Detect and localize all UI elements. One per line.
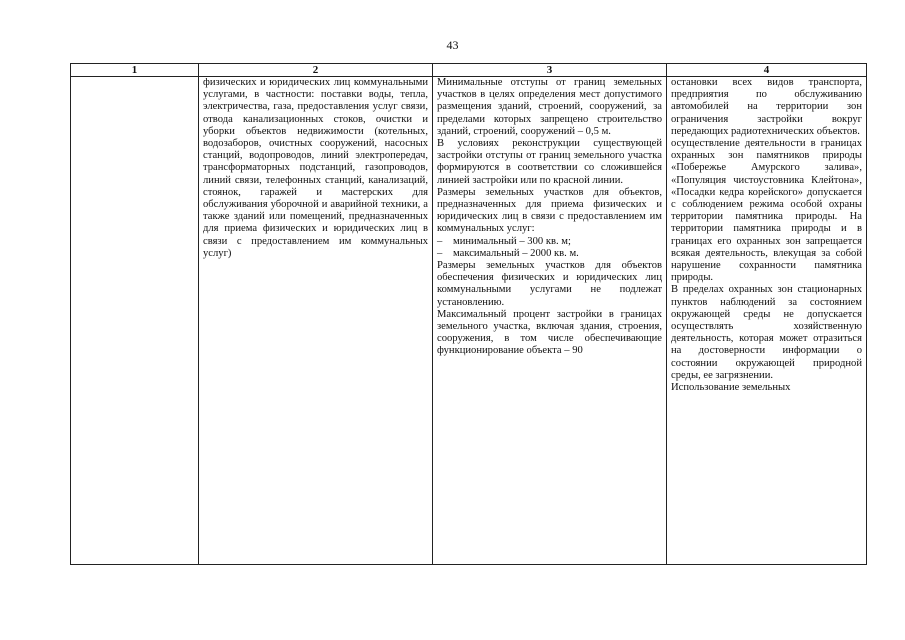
header-row <box>71 64 867 77</box>
list-item-text: максимальный – 2000 кв. м. <box>453 247 579 259</box>
header-col-1: 1 <box>71 64 199 77</box>
plot-size-not-established-paragraph: Размеры земельных участков для объектов обеспечения физических и юридических лиц коммунальными услугами не подлежат установлению. <box>437 260 662 308</box>
cell-col-2 <box>199 77 433 565</box>
list-item-minimum <box>437 236 662 248</box>
permitted-use-description: физических и юридических лиц коммунальными услугами, в частности: поставки воды, тепла, электричества, газа, предоставления услуг связи, отвода канализационных стоков, очистки и уборки объектов недвижимости (котельных, водозаборов, очистных сооружений, насосных станций, водопроводов, линий электропередач, трансформаторных подстанций, газопроводов, линий связи, телефонных станций, канализаций, стоянок, гаражей и мастерских для обслуживания уборочной и аварийной техники, а также зданий или помещений, предназначенных для приема физических и юридических лиц в связи с предоставлением им коммунальных услуг) <box>203 77 428 259</box>
nature-monument-paragraph: осуществление деятельности в границах охранных зон памятников природы «Побережье Амурского залива», «Популяция чистоустовника Клейтона», «Посадки кедра корейского» допускается с соблюдением режима особой охраны территории памятника природы. На территории памятника природы и в границах его охранных зон запрещается всякая деятельность, влекущая за собой нарушение сохранности памятника природы. <box>671 138 862 284</box>
restrictions-paragraph: остановки всех видов транспорта, предприятия по обслуживанию автомобилей на территории зон ограничения застройки вокруг передающих радиотехнических объектов. <box>671 77 862 137</box>
cell-col-3 <box>433 77 667 565</box>
reconstruction-paragraph: В условиях реконструкции существующей застройки отступы от границ земельного участка формируются в соответствии со сложившейся линией застройки или по красной линии. <box>437 138 662 186</box>
list-item-maximum <box>437 248 662 260</box>
setback-paragraph: Минимальные отступы от границ земельных участков в целях определения мест допустимого размещения зданий, строений, сооружений, за пределами которых запрещено строительство зданий, строений, сооружений – 0,5 м. <box>437 77 662 137</box>
monitoring-points-paragraph: В пределах охранных зон стационарных пунктов наблюдений за состоянием окружающей среды не допускается осуществлять хозяйственную деятельность, которая может отразиться на достоверности информации о состоянии окружающей природной среды, ее загрязнении. <box>671 284 862 381</box>
cell-col-4 <box>667 77 867 565</box>
regulations-table <box>70 63 867 565</box>
max-coverage-paragraph: Максимальный процент застройки в границах земельного участка, включая здания, строения, сооружения, в том числе обеспечивающие функционирование объекта – 90 <box>437 308 662 357</box>
list-dash: – <box>437 235 443 247</box>
header-col-4: 4 <box>667 64 867 77</box>
land-use-paragraph: Использование земельных <box>671 382 791 394</box>
header-col-3: 3 <box>433 64 667 77</box>
page-number: 43 <box>446 38 459 52</box>
list-item-text: минимальный – 300 кв. м; <box>453 235 571 247</box>
list-dash: – <box>437 247 443 259</box>
cell-col-1 <box>71 77 199 565</box>
header-col-2: 2 <box>199 64 433 77</box>
plot-size-paragraph: Размеры земельных участков для объектов, предназначенных для приема физических и юридических лиц в связи с предоставлением им коммунальных услуг: <box>437 186 662 235</box>
table-row <box>71 77 867 565</box>
